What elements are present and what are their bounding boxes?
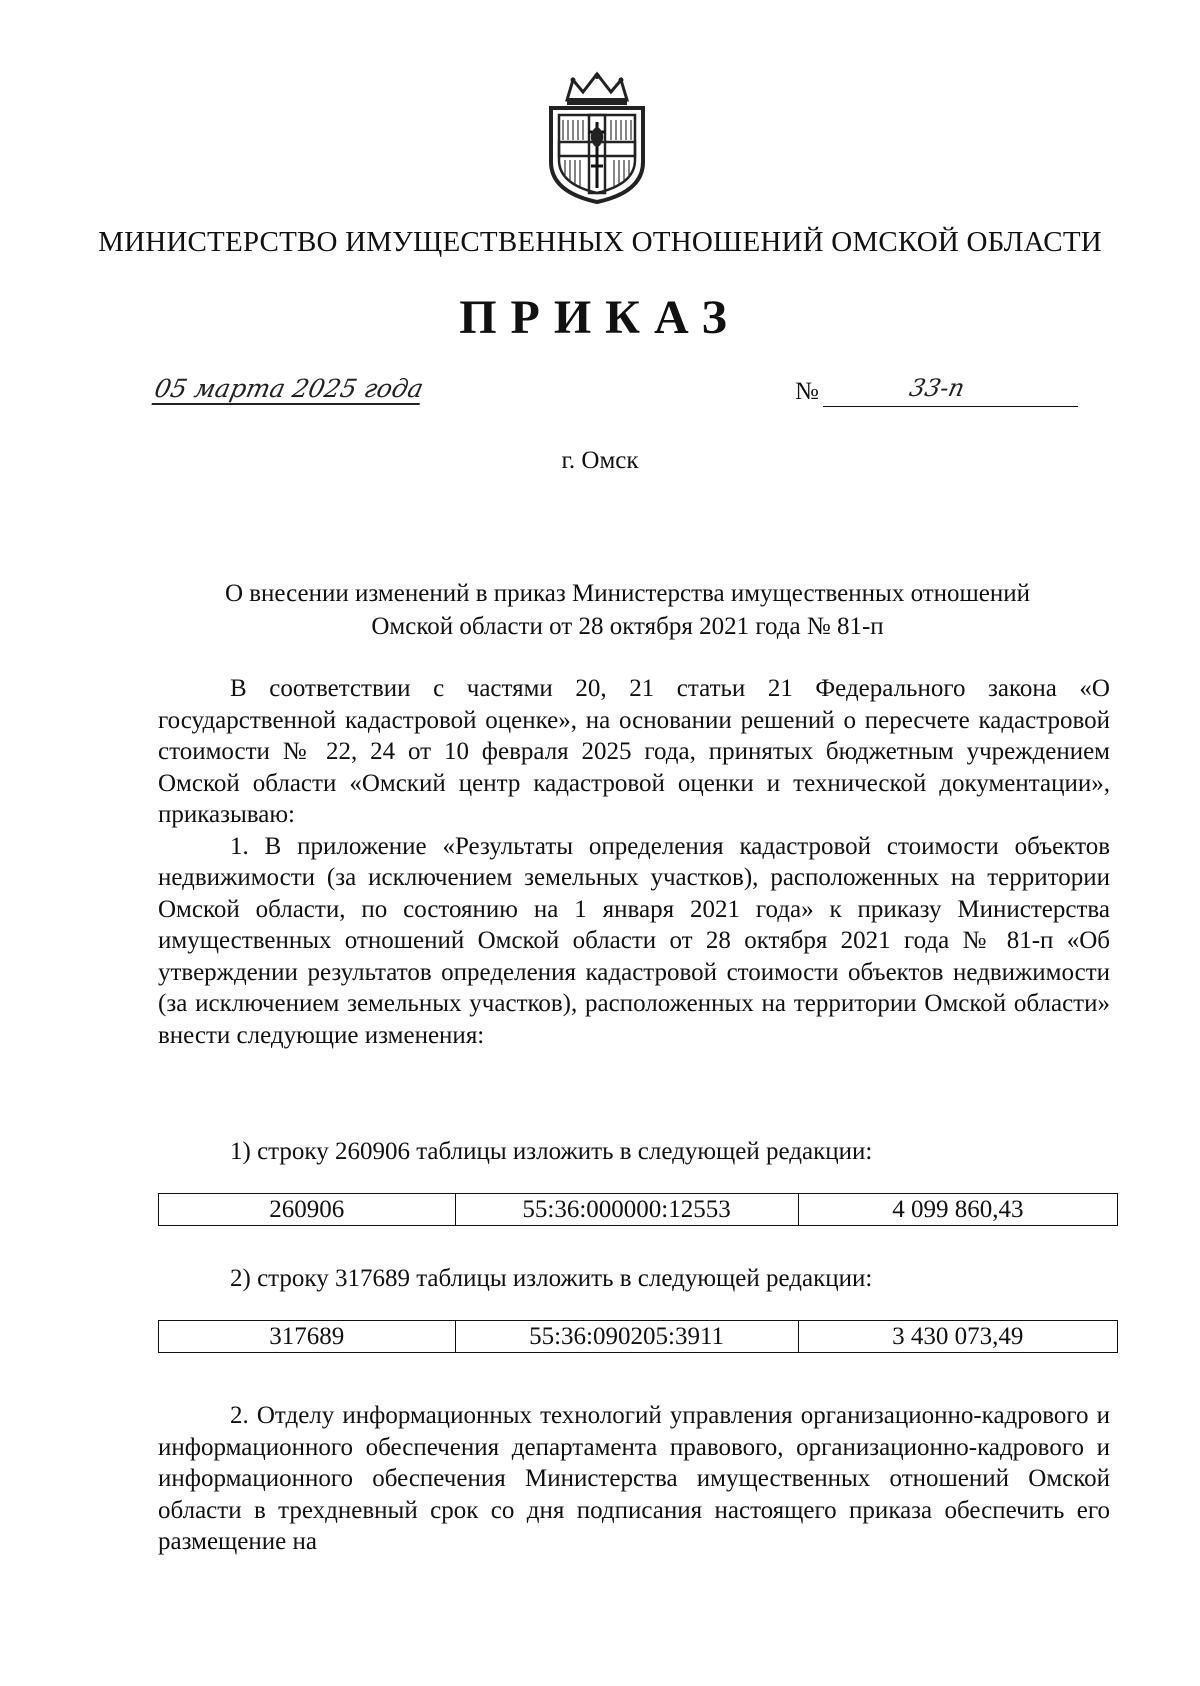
- table-row: [159, 1321, 1118, 1353]
- cadastral-number-cell: 55:36:000000:12553: [455, 1194, 798, 1226]
- document-type-title: ПРИКАЗ: [459, 291, 741, 344]
- item-1-paragraph: 1. В приложение «Результаты определения кадастровой стоимости объектов недвижимости (за исключением земельных участков), расположенных на территории Омской области, по состоянию на 1 января 2021 года» к приказу Министерства имущественных отношений Омской области от 28 октября 2021 года № 81-п «Об утверждении результатов определения кадастровой стоимости объектов недвижимости (за исключением земельных участков), расположенных на территории Омской области» внести следующие изменения:: [158, 832, 1110, 1049]
- city-name: г. Омск: [561, 447, 639, 474]
- item-1-subitem-2: 2) строку 317689 таблицы изложить в следующей редакции:: [230, 1265, 873, 1292]
- replacement-row-table-2: [158, 1320, 1118, 1353]
- order-number-label: №: [795, 378, 819, 405]
- order-number: 33-п: [907, 374, 968, 402]
- table-row: [159, 1194, 1118, 1226]
- cadastral-value-cell: 3 430 073,49: [798, 1321, 1117, 1353]
- order-number-underline: [823, 406, 1078, 407]
- order-subject: [160, 577, 1095, 643]
- item-2-paragraph: 2. Отделу информационных технологий управления организационно-кадрового и информационного обеспечения департамента правового, организационно-кадрового и информационного обеспечения Министерства имущественных отношений Омской области в трехдневный срок со дня подписания настоящего приказа обеспечить его размещение на: [158, 1402, 1110, 1555]
- subject-line-1: О внесении изменений в приказ Министерства имущественных отношений: [224, 580, 1031, 607]
- cadastral-number-cell: 55:36:090205:3911: [455, 1321, 798, 1353]
- cadastral-value-cell: 4 099 860,43: [798, 1194, 1117, 1226]
- order-date: 05 марта 2025 года: [151, 374, 427, 403]
- row-number-cell: 317689: [159, 1321, 456, 1353]
- ministry-name: МИНИСТЕРСТВО ИМУЩЕСТВЕННЫХ ОТНОШЕНИЙ ОМСКОЙ ОБЛАСТИ: [98, 226, 1102, 258]
- omsk-coat-of-arms-icon: [537, 70, 657, 205]
- order-body-continued: [158, 1400, 1110, 1558]
- replacement-row-table-1: [158, 1193, 1118, 1226]
- subject-line-2: Омской области от 28 октября 2021 года № 81-п: [371, 613, 884, 640]
- row-number-cell: 260906: [159, 1194, 456, 1226]
- order-body: [158, 673, 1110, 1051]
- item-1-subitem-1: 1) строку 260906 таблицы изложить в следующей редакции:: [230, 1138, 873, 1165]
- preamble-paragraph: В соответствии с частями 20, 21 статьи 21 Федерального закона «О государственной кадастровой оценке», на основании решений о пересчете кадастровой стоимости № 22, 24 от 10 февраля 2025 года, принятых бюджетным учреждением Омской области «Омский центр кадастровой оценки и технической документации», приказываю:: [158, 675, 1110, 828]
